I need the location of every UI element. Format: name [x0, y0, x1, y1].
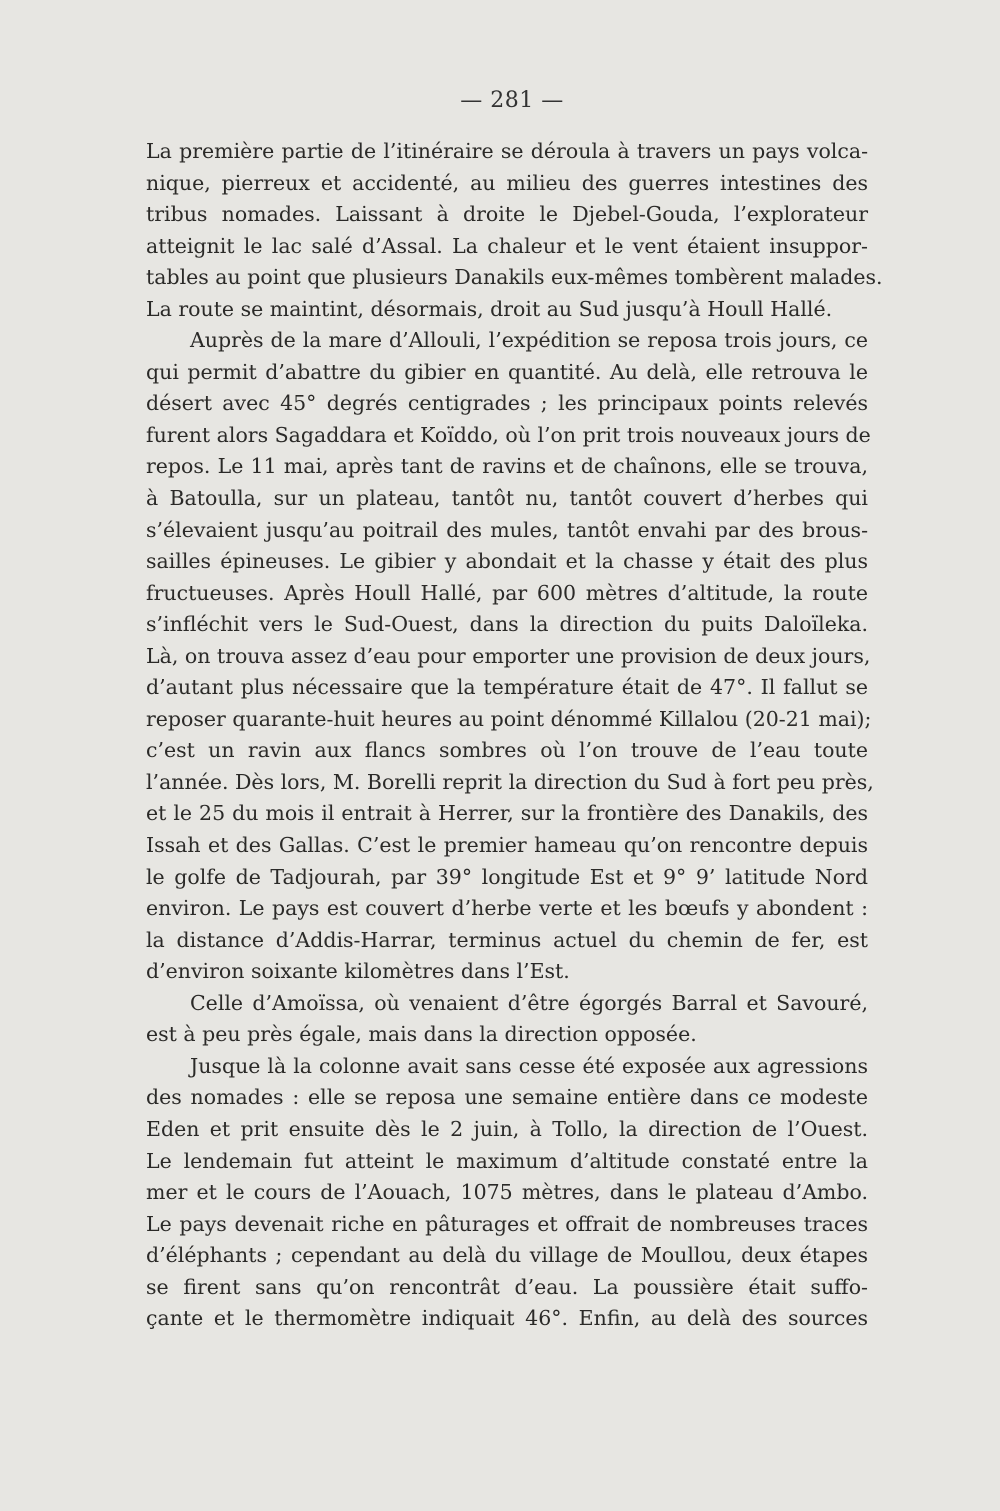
- text-line: Issah et des Gallas. C’est le premier hameau qu’on rencontre depuis: [146, 833, 868, 858]
- text-line: d’environ soixante kilomètres dans l’Est.: [146, 959, 570, 984]
- text-line: tribus nomades. Laissant à droite le Djebel-Gouda, l’explorateur: [146, 202, 868, 227]
- text-line: d’éléphants ; cependant au delà du village de Moullou, deux étapes: [146, 1243, 868, 1268]
- text-line: reposer quarante-huit heures au point dénommé Killalou (20-21 mai);: [146, 706, 872, 731]
- text-line: se firent sans qu’on rencontrât d’eau. La poussière était suffo-: [146, 1274, 868, 1299]
- text-line: et le 25 du mois il entrait à Herrer, sur la frontière des Danakils, des: [146, 801, 868, 826]
- text-line: La première partie de l’itinéraire se déroula à travers un pays volca-: [146, 139, 868, 163]
- text-line: tables au point que plusieurs Danakils eux-mêmes tombèrent malades.: [146, 265, 883, 290]
- text-line: s’infléchit vers le Sud-Ouest, dans la direction du puits Daloïleka.: [146, 612, 868, 637]
- text-line: fructueuses. Après Houll Hallé, par 600 mètres d’altitude, la route: [146, 580, 868, 605]
- text-line: d’autant plus nécessaire que la température était de 47°. Il fallut se: [146, 675, 868, 700]
- text-line: sailles épineuses. Le gibier y abondait et la chasse y était des plus: [146, 549, 868, 574]
- text-line: des nomades : elle se reposa une semaine entière dans ce modeste: [146, 1085, 868, 1110]
- text-line: atteignit le lac salé d’Assal. La chaleur et le vent étaient insuppor-: [146, 233, 868, 258]
- text-line: le golfe de Tadjourah, par 39° longitude Est et 9° 9’ latitude Nord: [146, 864, 868, 889]
- text-line: Le lendemain fut atteint le maximum d’altitude constaté entre la: [146, 1148, 868, 1173]
- text-line: Jusque là la colonne avait sans cesse été exposée aux agressions: [190, 1053, 868, 1078]
- text-line: qui permit d’abattre du gibier en quantité. Au delà, elle retrouva le: [146, 359, 868, 384]
- text-line: Le pays devenait riche en pâturages et offrait de nombreuses traces: [146, 1211, 868, 1236]
- text-line: environ. Le pays est couvert d’herbe verte et les bœufs y abondent :: [146, 896, 868, 921]
- page-number: — 281 —: [460, 88, 564, 113]
- text-line: Eden et prit ensuite dès le 2 juin, à Tollo, la direction de l’Ouest.: [146, 1116, 868, 1141]
- text-line: l’année. Dès lors, M. Borelli reprit la direction du Sud à fort peu près,: [146, 769, 874, 794]
- text-line: repos. Le 11 mai, après tant de ravins et de chaînons, elle se trouva,: [146, 454, 868, 479]
- text-line: La route se maintint, désormais, droit au Sud jusqu’à Houll Hallé.: [146, 296, 833, 321]
- text-line: désert avec 45° degrés centigrades ; les principaux points relevés: [146, 391, 868, 416]
- text-line: la distance d’Addis-Harrar, terminus actuel du chemin de fer, est: [146, 927, 868, 952]
- text-line: est à peu près égale, mais dans la direction opposée.: [146, 1022, 697, 1047]
- body-text: [146, 136, 883, 1335]
- text-line: s’élevaient jusqu’au poitrail des mules, tantôt envahi par des brous-: [146, 517, 868, 542]
- text-line: mer et le cours de l’Aouach, 1075 mètres, dans le plateau d’Ambo.: [146, 1180, 868, 1205]
- text-line: furent alors Sagaddara et Koïddo, où l’on prit trois nouveaux jours de: [146, 422, 871, 447]
- text-line: Celle d’Amoïssa, où venaient d’être égorgés Barral et Savouré,: [190, 990, 868, 1015]
- text-line: c’est un ravin aux flancs sombres où l’on trouve de l’eau toute: [146, 738, 868, 763]
- text-line: à Batoulla, sur un plateau, tantôt nu, tantôt couvert d’herbes qui: [146, 486, 868, 511]
- text-line: Là, on trouva assez d’eau pour emporter une provision de deux jours,: [146, 643, 871, 668]
- text-line: çante et le thermomètre indiquait 46°. Enfin, au delà des sources: [146, 1306, 868, 1331]
- text-line: Auprès de la mare d’Allouli, l’expédition se reposa trois jours, ce: [190, 328, 868, 353]
- text-line: nique, pierreux et accidenté, au milieu des guerres intestines des: [146, 170, 868, 195]
